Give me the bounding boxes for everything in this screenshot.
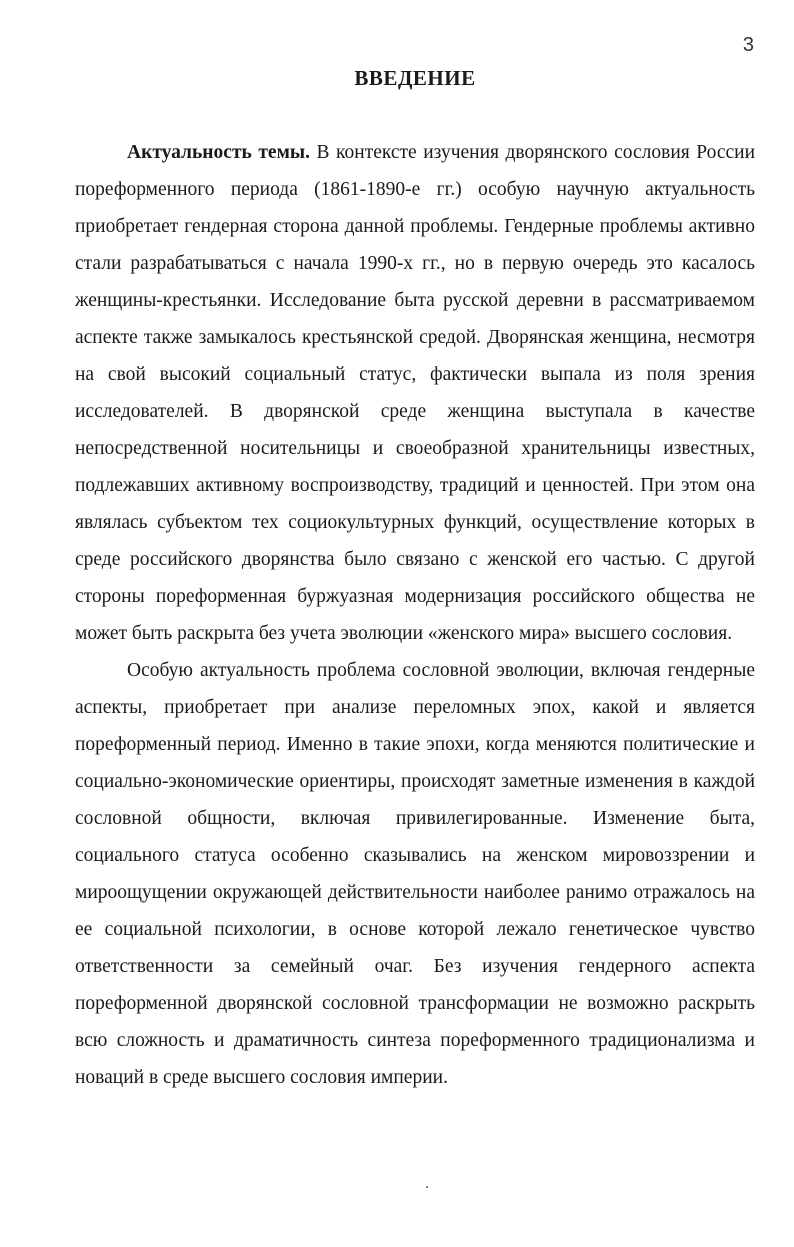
page-number: 3 bbox=[742, 34, 754, 56]
document-body bbox=[75, 134, 755, 1096]
paragraph-lead: Актуальность темы. bbox=[127, 142, 310, 163]
paragraph-epochs: Особую актуальность проблема сословной эволюции, включая гендерные аспекты, приобретает при анализе переломных эпох, какой и является пореформенный период. Именно в такие эпохи, когда меняются политические и социально-экономические ориентиры, происходят заметные изменения в каждой сословной общности, включая привилегированные. Изменение быта, социального статуса особенно сказывались на женском мировоззрении и мироощущении окружающей действительности наиболее ранимо отражалось на ее социальной психологии, в основе которой лежало генетическое чувство ответственности за семейный очаг. Без изучения гендерного аспекта пореформенной дворянской сословной трансформации не возможно раскрыть всю сложность и драматичность синтеза пореформенного традиционализма и новаций в среде высшего сословия империи. bbox=[75, 660, 755, 1088]
scan-speck bbox=[426, 1186, 428, 1188]
page-title: ВВЕДЕНИЕ bbox=[354, 66, 476, 90]
paragraph-relevance bbox=[75, 134, 755, 652]
paragraph-text: В контексте изучения дворянского сословия России пореформенного периода (1861-1890-е гг.) особую научную актуальность приобретает гендерная сторона данной проблемы. Гендерные проблемы активно стали разрабатываться с начала 1990-х гг., но в первую очередь это касалось женщины-крестьянки. Исследование быта русской деревни в рассматриваемом аспекте также замыкалось крестьянской средой. Дворянская женщина, несмотря на свой высокий социальный статус, фактически выпала из поля зрения исследователей. В дворянской среде женщина выступала в качестве непосредственной носительницы и своеобразной хранительницы известных, подлежавших активному воспроизводству, традиций и ценностей. При этом она являлась субъектом тех социокультурных функций, осуществление которых в среде российского дворянства было связано с женской его частью. С другой стороны пореформенная буржуазная модернизация российского общества не может быть раскрыта без учета эволюции «женского мира» высшего сословия. bbox=[75, 142, 756, 644]
